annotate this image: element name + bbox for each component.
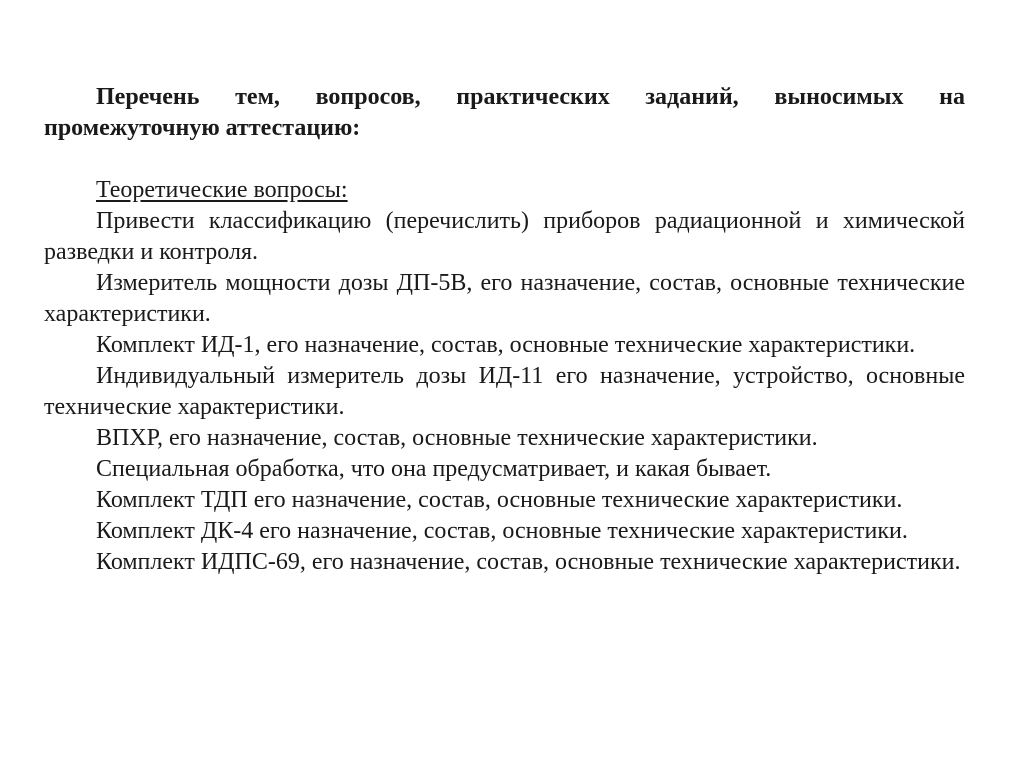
question-item: Комплект ИДПС-69, его назначение, состав, основные технические характеристики. [96, 549, 961, 575]
question-item: ВПХР, его назначение, состав, основные технические характеристики. [96, 425, 818, 451]
question-item: Комплект ИД-1, его назначение, состав, основные технические характеристики. [96, 332, 916, 358]
question-item: Специальная обработка, что она предусматривает, и какая бывает. [96, 456, 772, 482]
question-item: Комплект ДК-4 его назначение, состав, основные технические характеристики. [96, 518, 908, 544]
question-item: Индивидуальный измеритель дозы ИД-11 его назначение, устройство, основные технические характеристики. [44, 363, 965, 420]
question-item: Привести классификацию (перечислить) приборов радиационной и химической разведки и контроля. [44, 208, 965, 265]
theory-section [44, 175, 965, 578]
document-heading: Перечень тем, вопросов, практических заданий, выносимых на промежуточную аттестацию: [44, 84, 965, 141]
section-title: Теоретические вопросы: [96, 177, 348, 203]
document-page [44, 82, 965, 578]
question-item: Измеритель мощности дозы ДП-5В, его назначение, состав, основные технические характеристики. [44, 270, 965, 327]
question-item: Комплект ТДП его назначение, состав, основные технические характеристики. [96, 487, 903, 513]
